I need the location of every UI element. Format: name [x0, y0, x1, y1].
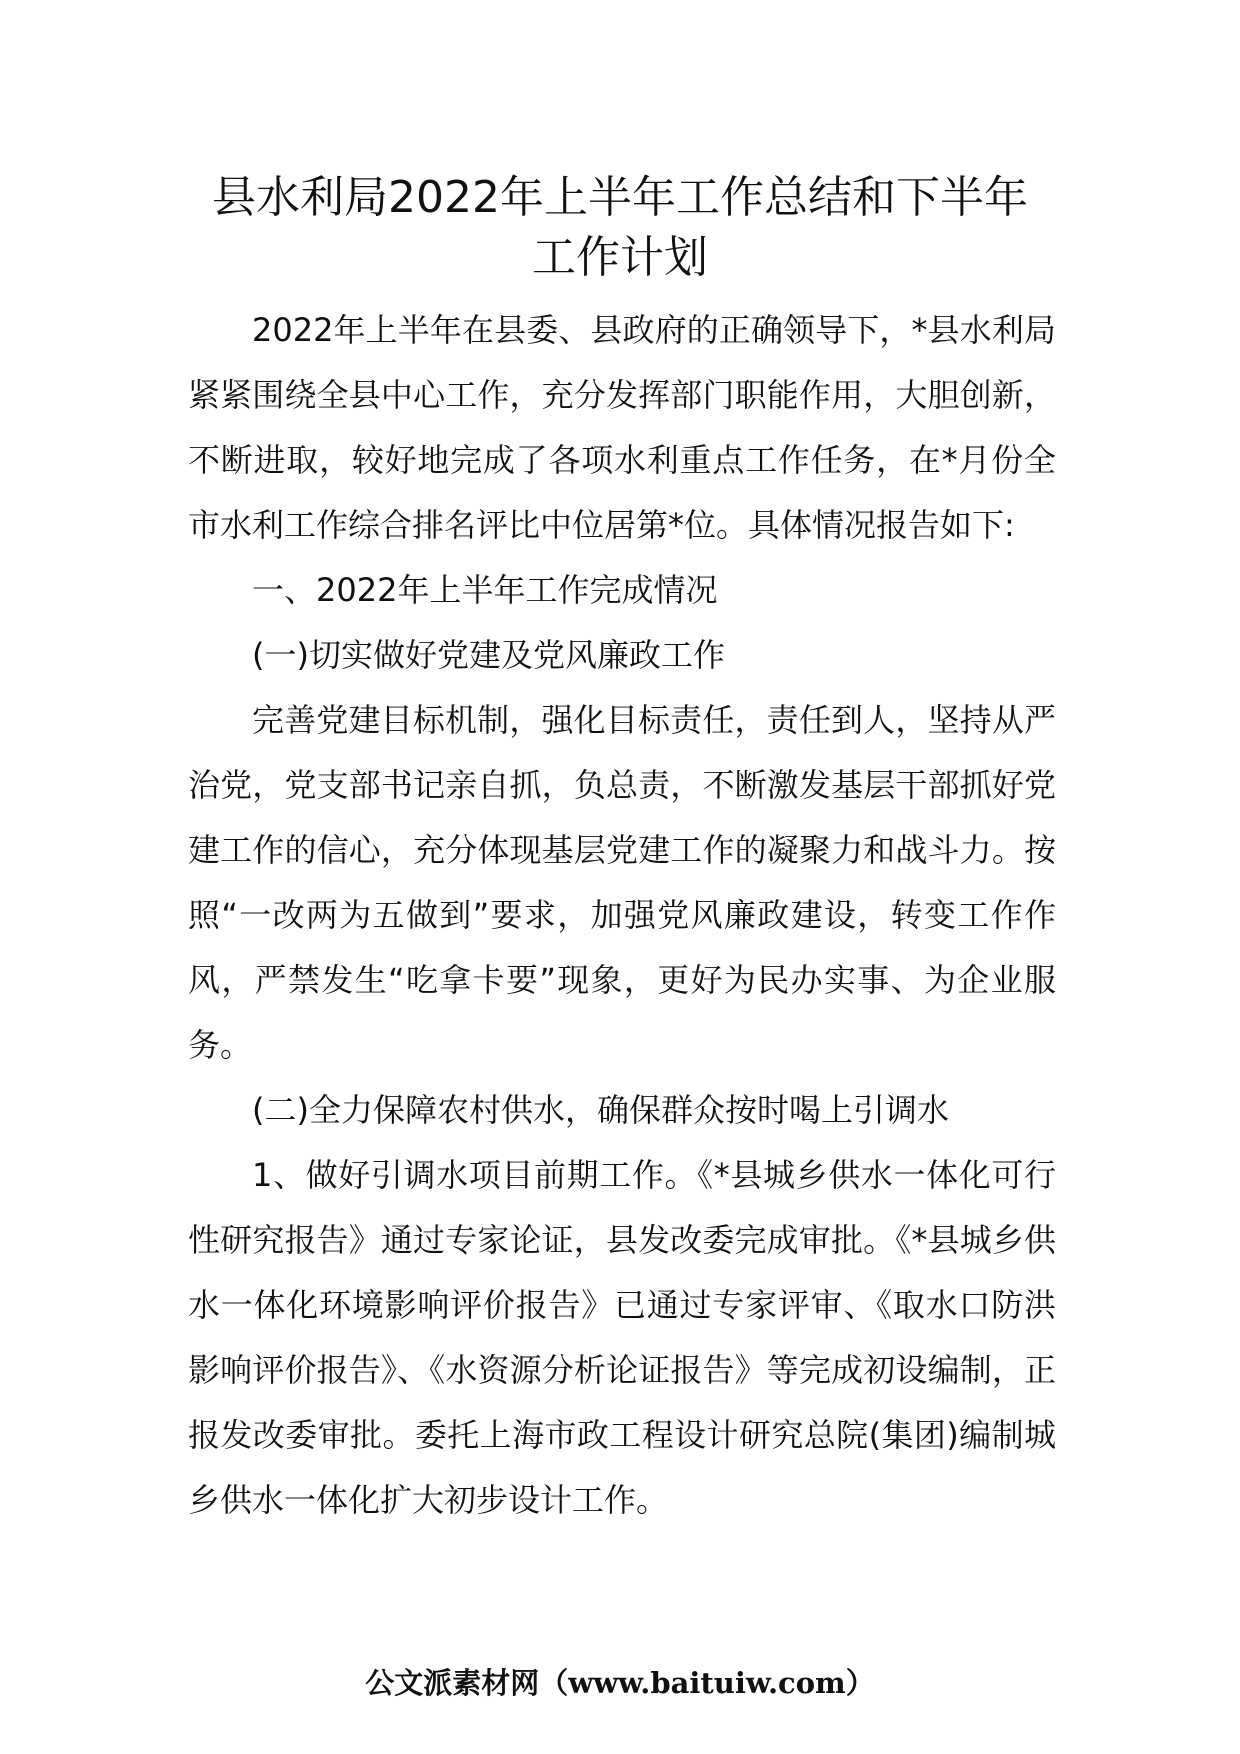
water-project-paragraph: 1、做好引调水项目前期工作。《*县城乡供水一体化可行性研究报告》通过专家论证，县发改委完成审批。《*县城乡供水一体化环境影响评价报告》已通过专家评审、《取水口防洪影响评价报告》、《水资源分析论证报告》等完成初设编制，正报发改委审批。委托上海市政工程设计研究总院(集团)编制城乡供水一体化扩大初步设计工作。: [188, 1156, 1056, 1519]
title-line-2: 工作计划: [532, 232, 708, 283]
section-heading-1: 一、2022年上半年工作完成情况: [252, 571, 718, 609]
document-body: [188, 298, 1056, 1533]
subsection-heading-2: (二)全力保障农村供水，确保群众按时喝上引调水: [252, 1091, 949, 1129]
subsection-heading-1: (一)切实做好党建及党风廉政工作: [252, 636, 725, 674]
party-building-paragraph: 完善党建目标机制，强化目标责任，责任到人，坚持从严治党，党支部书记亲自抓，负总责，不断激发基层干部抓好党建工作的信心，充分体现基层党建工作的凝聚力和战斗力。按照“一改两为五做到”要求，加强党风廉政建设，转变工作作风，严禁发生“吃拿卡要”现象，更好为民办实事、为企业服务。: [188, 701, 1056, 1064]
title-line-1: 县水利局2022年上半年工作总结和下半年: [212, 172, 1028, 223]
document-title: [150, 168, 1090, 288]
watermark-footer: 公文派素材网（www.baituiw.com）: [365, 1666, 875, 1700]
intro-paragraph: 2022年上半年在县委、县政府的正确领导下，*县水利局紧紧围绕全县中心工作，充分发挥部门职能作用，大胆创新，不断进取，较好地完成了各项水利重点工作任务，在*月份全市水利工作综合排名评比中位居第*位。具体情况报告如下:: [188, 311, 1056, 544]
